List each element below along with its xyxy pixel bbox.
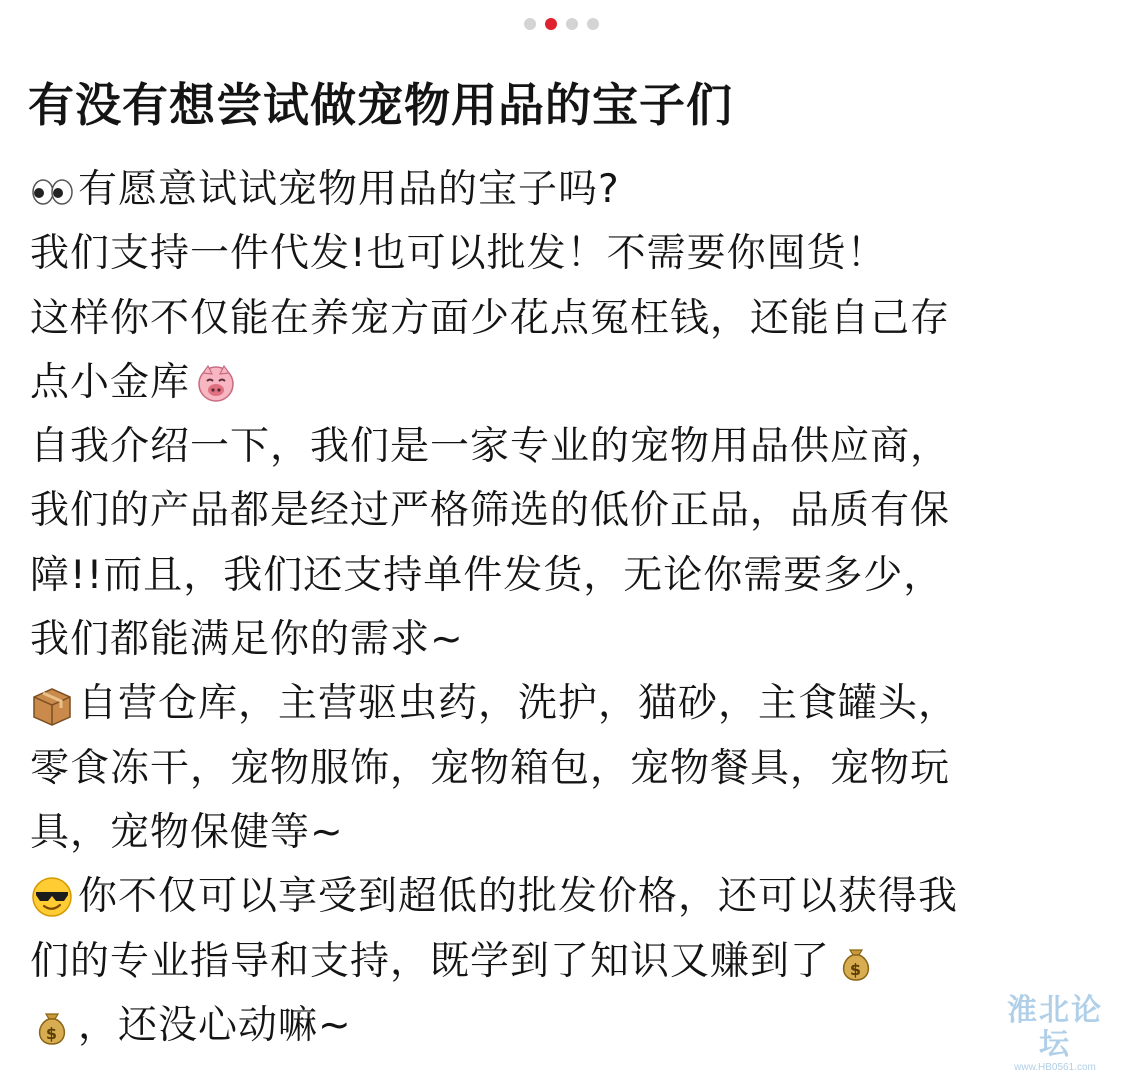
- post-line-13: [30, 930, 1100, 994]
- post-line-text: 零食冻干，宠物服饰，宠物箱包，宠物餐具，宠物玩: [30, 745, 951, 791]
- eyes-icon: [30, 168, 74, 212]
- post-line-9: [30, 672, 1100, 736]
- sunglasses-icon: [30, 875, 74, 919]
- post-line-text: 具，宠物保健等~: [30, 809, 344, 855]
- post-line-text: 自我介绍一下，我们是一家专业的宠物用品供应商，: [30, 424, 951, 470]
- post-line-text: 这样你不仅能在养宠方面少花点冤枉钱，还能自己存: [30, 295, 951, 341]
- post-line-4: [30, 351, 1100, 415]
- carousel-indicator: [0, 18, 1122, 30]
- post-line-5: [30, 415, 1100, 479]
- svg-text:$: $: [45, 1024, 59, 1043]
- post-line-12: [30, 865, 1100, 929]
- post-title: 有没有想尝试做宠物用品的宝子们: [28, 78, 733, 132]
- carousel-dot-4[interactable]: [587, 18, 599, 30]
- post-line-text: 你不仅可以享受到超低的批发价格，还可以获得我: [78, 874, 959, 920]
- money-bag-icon: [834, 940, 878, 984]
- post-line-text: 有愿意试试宠物用品的宝子吗?: [78, 167, 620, 212]
- post-line-10: [30, 737, 1100, 801]
- post-line-6: [30, 479, 1100, 543]
- post-line-text: 我们的产品都是经过严格筛选的低价正品，品质有保: [30, 488, 951, 534]
- post-body: [30, 158, 1100, 1058]
- watermark-url: www.HB0561.com: [1014, 1062, 1096, 1073]
- post-line-text: 障!!而且，我们还支持单件发货，无论你需要多少，: [30, 552, 944, 598]
- watermark-name: 淮北论坛: [1007, 993, 1103, 1062]
- forum-watermark: [996, 994, 1114, 1074]
- pig-icon: [194, 361, 238, 405]
- post-line-14: [30, 994, 1100, 1058]
- money-bag-icon: [30, 1004, 74, 1048]
- post-line-2: [30, 222, 1100, 286]
- post-line-text: 们的专业指导和支持，既学到了知识又赚到了: [30, 938, 831, 984]
- post-line-7: [30, 544, 1100, 608]
- package-icon: [30, 683, 74, 727]
- carousel-dot-2-active[interactable]: [545, 18, 557, 30]
- carousel-dot-1[interactable]: [524, 18, 536, 30]
- post-line-11: [30, 801, 1100, 865]
- post-line-1: [30, 158, 1100, 222]
- svg-text:$: $: [849, 959, 863, 979]
- carousel-dot-3[interactable]: [566, 18, 578, 30]
- post-line-8: [30, 608, 1100, 672]
- post-line-text: 我们支持一件代发!也可以批发！不需要你囤货！: [30, 231, 887, 277]
- post-line-text: 自营仓库，主营驱虫药，洗护，猫砂，主食罐头，: [78, 681, 959, 727]
- post-line-3: [30, 287, 1100, 351]
- post-line-text: 我们都能满足你的需求~: [30, 617, 464, 663]
- post-line-text: ，还没心动嘛~: [78, 1002, 352, 1048]
- post-line-text: 点小金库: [30, 359, 191, 405]
